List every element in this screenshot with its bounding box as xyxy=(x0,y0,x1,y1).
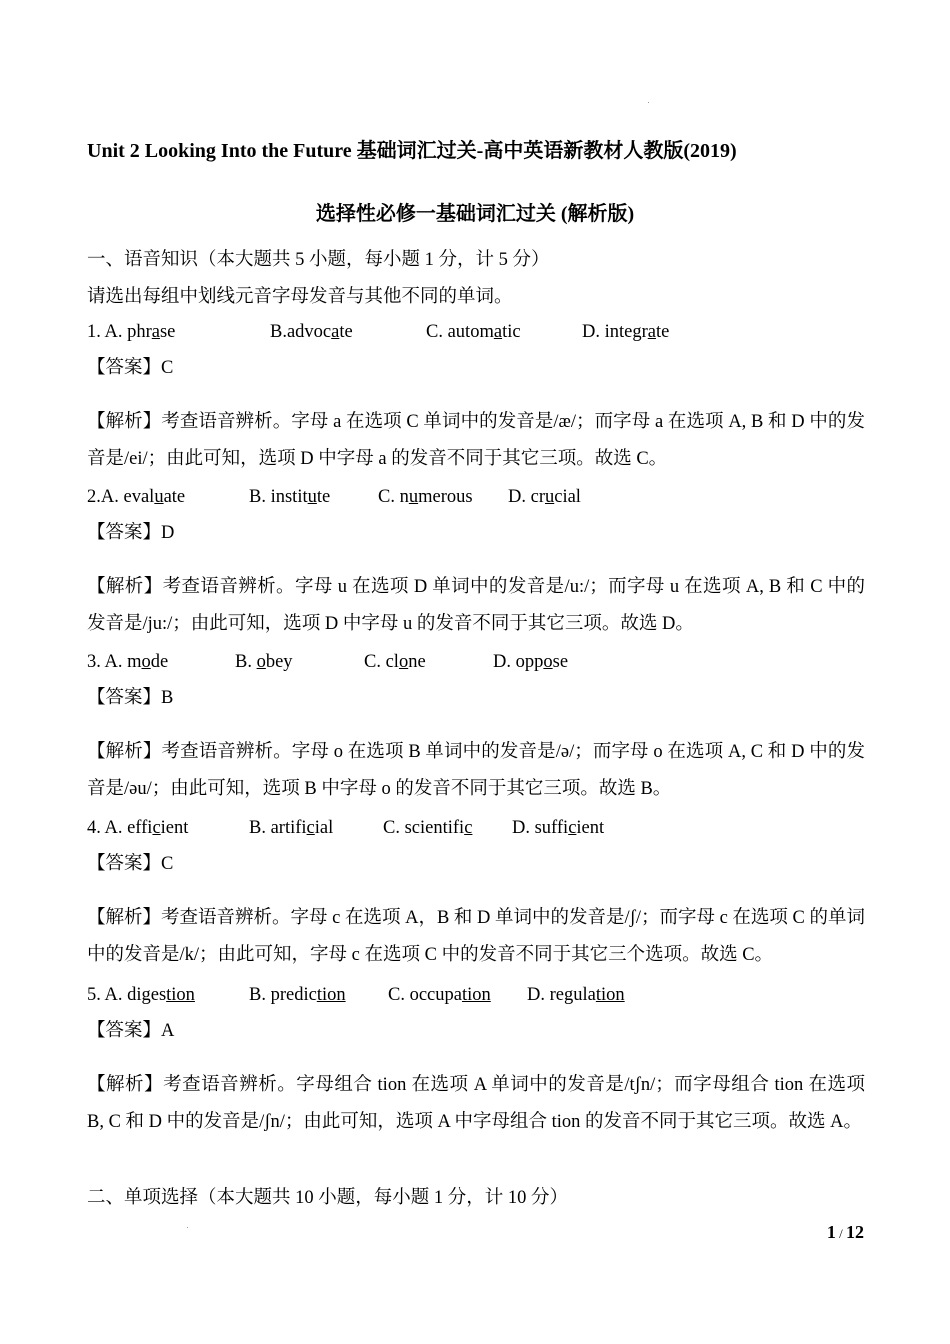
document-title-line2: 选择性必修一基础词汇过关 (解析版) xyxy=(315,203,635,225)
q1-analysis: 【解析】考查语音辨析。字母 a 在选项 C 单词中的发音是/æ/；而字母 a 在选项 A, B 和 D 中的发音是/ei/；由此可知，选项 D 中字母 a 的发音不同于其它三项。故选 C。 xyxy=(87,412,865,469)
q3-answer: 【答案】B xyxy=(87,688,174,708)
q2-option-c: C. numerous xyxy=(378,487,473,507)
q1-option-d: D. integrate xyxy=(582,322,670,342)
q3-analysis: 【解析】考查语音辨析。字母 o 在选项 B 单词中的发音是/ə/；而字母 o 在选项 A, C 和 D 中的发音是/əu/；由此可知，选项 B 中字母 o 的发音不同于其它三项。故选 B。 xyxy=(87,742,865,799)
q4-option-b: B. artificial xyxy=(249,818,334,838)
q4-analysis: 【解析】考查语音辨析。字母 c 在选项 A，B 和 D 单词中的发音是/ʃ/；而字母 c 在选项 C 的单词中的发音是/k/；由此可知，字母 c 在选项 C 中的发音不同于其它三个选项。故选 C。 xyxy=(87,908,866,965)
section2-heading: 二、单项选择（本大题共 10 小题，每小题 1 分，计 10 分） xyxy=(87,1188,569,1208)
q5-option-c: C. occupation xyxy=(388,985,491,1005)
q5-option-d: D. regulation xyxy=(527,985,625,1005)
q4-option-c: C. scientific xyxy=(383,818,473,838)
q4-option-a: 4. A. efficient xyxy=(87,818,189,838)
q4-option-d: D. sufficient xyxy=(512,818,605,838)
q3-option-b: B. obey xyxy=(235,652,293,672)
q3-option-a: 3. A. mode xyxy=(87,652,169,672)
page-number: 1 / 12 xyxy=(826,1222,864,1242)
q1-option-c: C. automatic xyxy=(426,322,521,342)
q4-answer: 【答案】C xyxy=(87,854,174,874)
q2-option-d: D. crucial xyxy=(508,487,581,507)
document-title-line1: Unit 2 Looking Into the Future 基础词汇过关-高中英语新教材人教版(2019) xyxy=(87,140,737,162)
q5-option-b: B. prediction xyxy=(249,985,346,1005)
q1-option-b: B.advocate xyxy=(270,322,353,342)
q2-option-a: 2.A. evaluate xyxy=(87,487,186,507)
q1-option-a: 1. A. phrase xyxy=(87,322,176,342)
q5-option-a: 5. A. digestion xyxy=(87,985,195,1005)
q3-option-c: C. clone xyxy=(364,652,426,672)
scan-dot xyxy=(648,102,649,103)
q5-answer: 【答案】A xyxy=(87,1021,175,1041)
section1-heading: 一、语音知识（本大题共 5 小题，每小题 1 分，计 5 分） xyxy=(87,250,550,270)
q1-answer: 【答案】C xyxy=(87,358,174,378)
q3-option-d: D. oppose xyxy=(493,652,569,672)
scan-dot xyxy=(187,1227,188,1228)
q5-analysis: 【解析】考查语音辨析。字母组合 tion 在选项 A 单词中的发音是/tʃn/；而字母组合 tion 在选项 B, C 和 D 中的发音是/ʃn/；由此可知，选项 A 中字母组合 tion 的发音不同于其它三项。故选 A。 xyxy=(87,1075,865,1132)
q2-answer: 【答案】D xyxy=(87,523,175,543)
q2-analysis: 【解析】考查语音辨析。字母 u 在选项 D 单词中的发音是/u:/；而字母 u 在选项 A, B 和 C 中的发音是/ju:/；由此可知，选项 D 中字母 u 的发音不同于其它三项。故选 D。 xyxy=(87,577,865,634)
q2-option-b: B. institute xyxy=(249,487,331,507)
section1-instruction: 请选出每组中划线元音字母发音与其他不同的单词。 xyxy=(87,287,513,307)
